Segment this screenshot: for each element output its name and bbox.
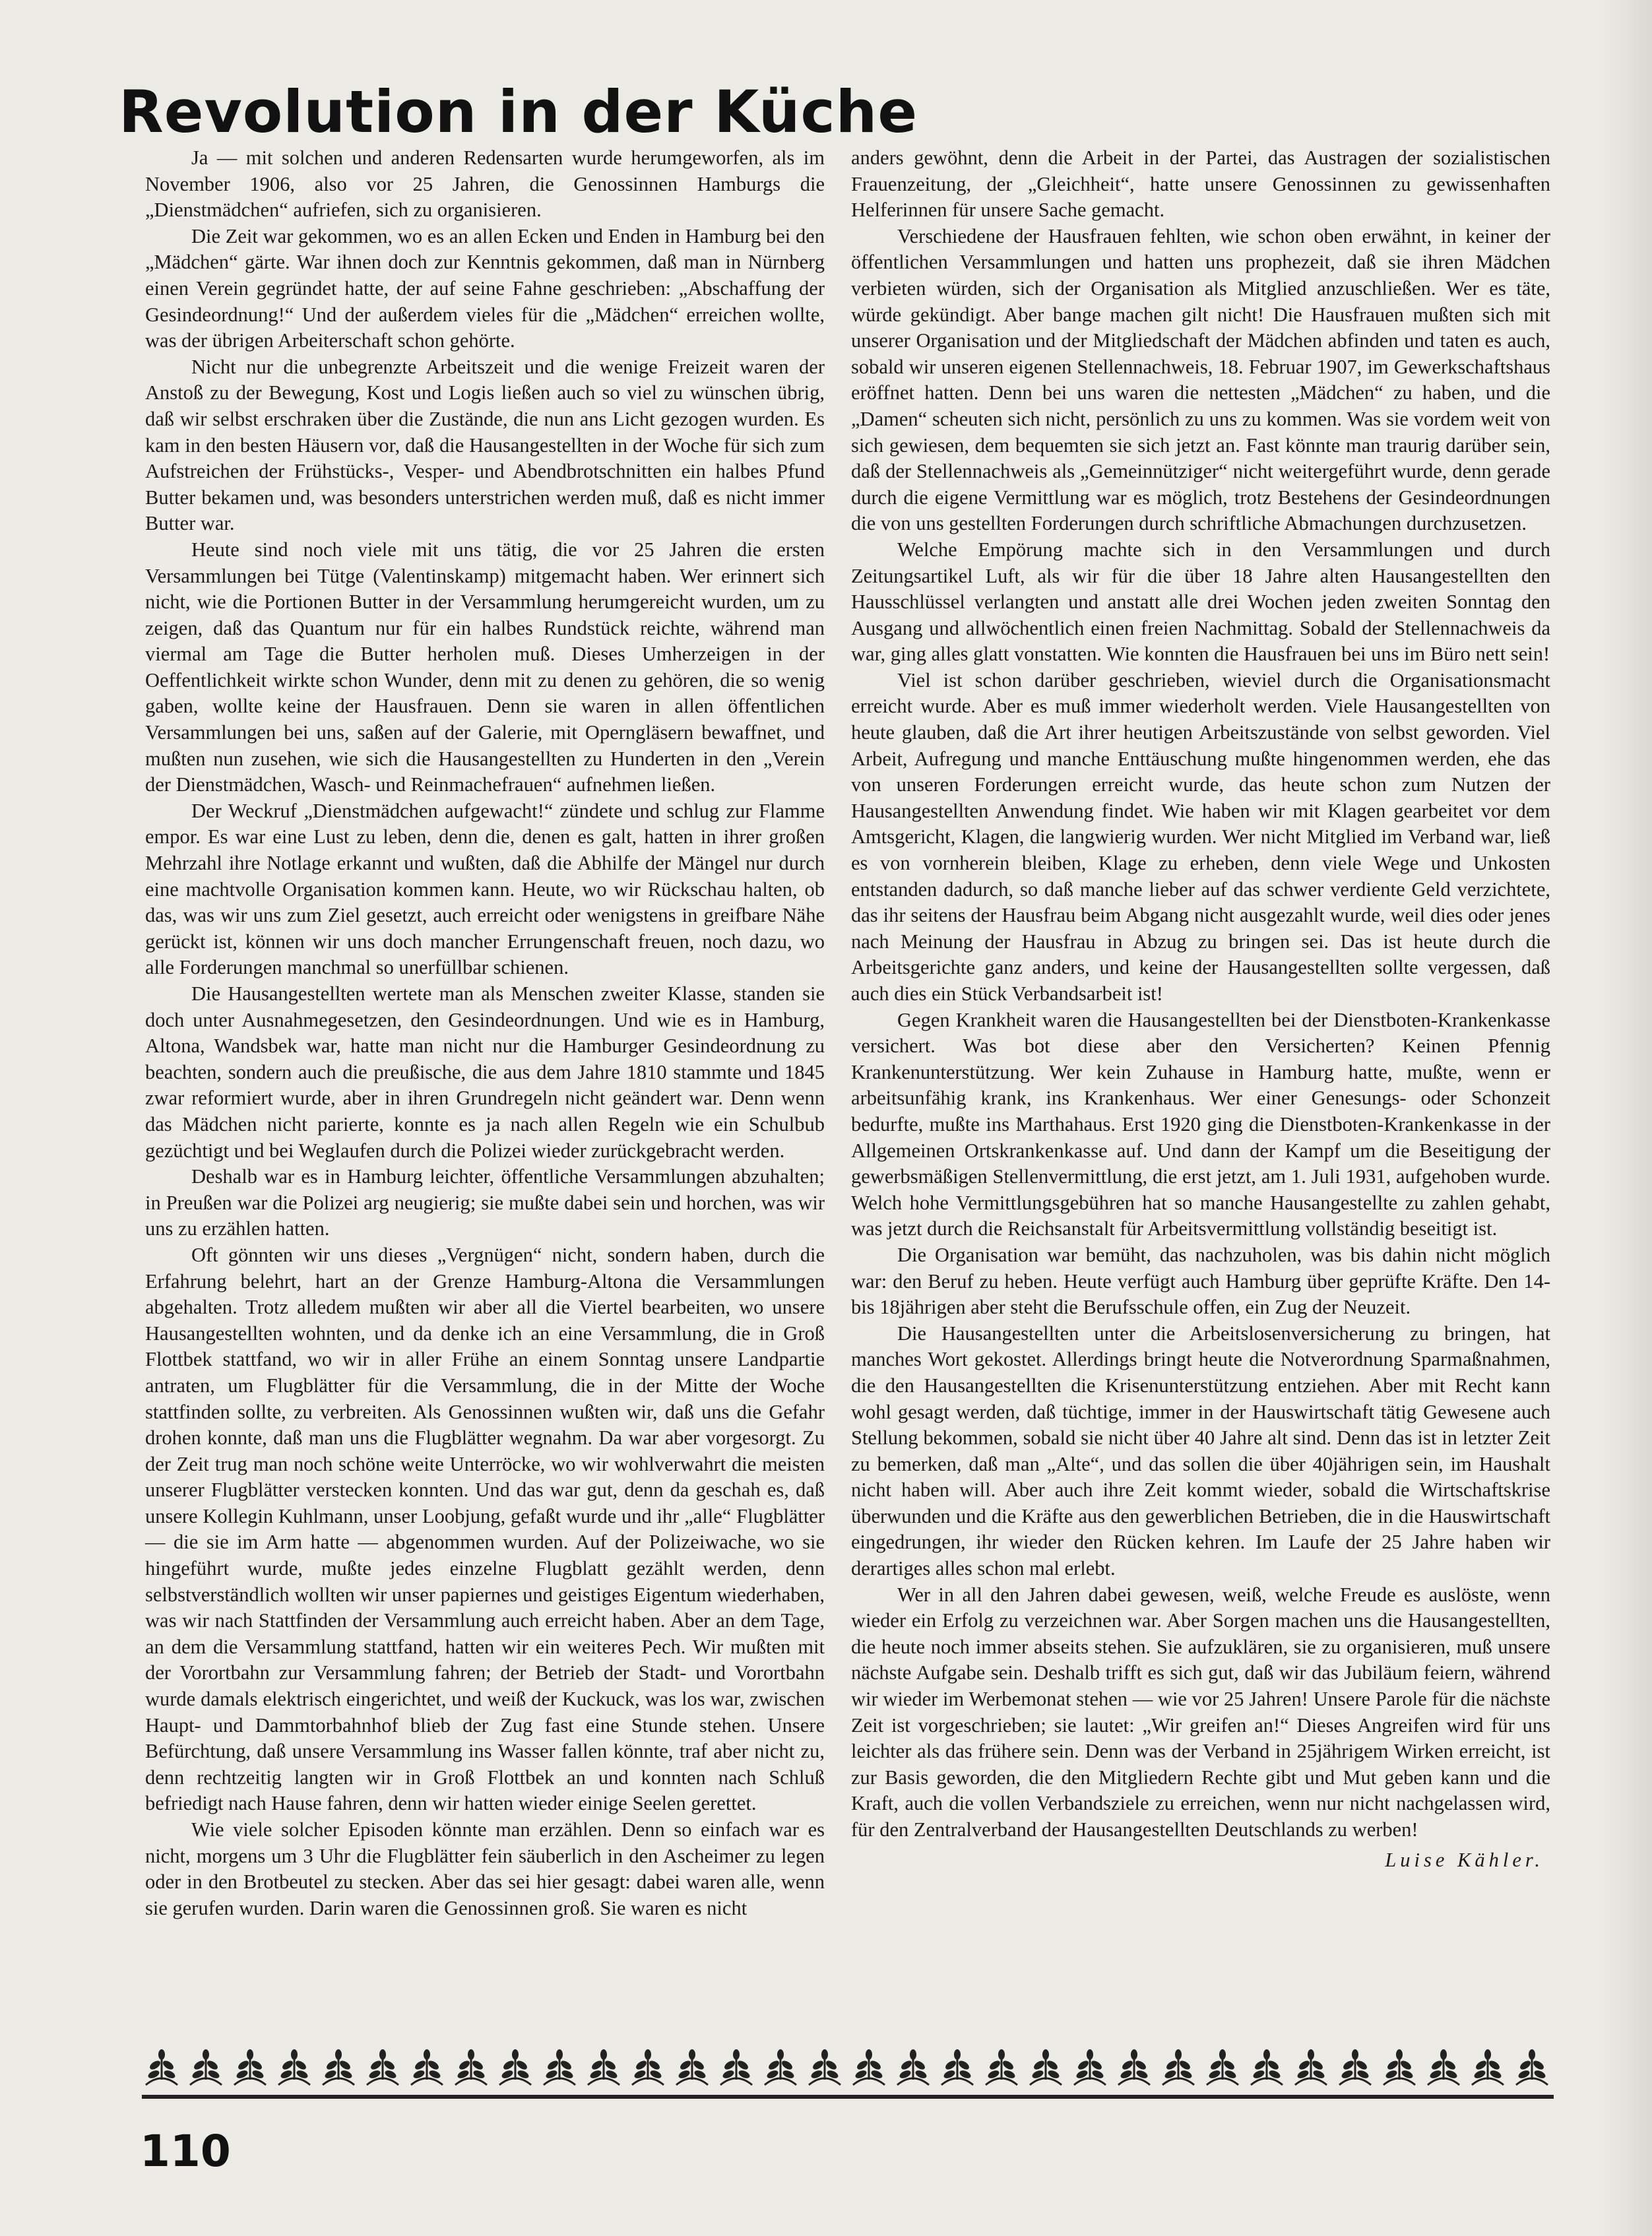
sprig-ornament	[1251, 2049, 1283, 2085]
sprig-ornament	[499, 2049, 531, 2085]
sprig-ornament	[853, 2049, 885, 2085]
sprig-ornament	[1472, 2049, 1504, 2085]
decorative-border	[142, 2045, 1554, 2092]
sprig-ornament	[411, 2049, 443, 2085]
sprig-ornament	[190, 2049, 222, 2085]
paragraph: Die Organisation war bemüht, das nachzuholen, was bis dahin nicht möglich war: den Beruf zu heben. Heute verfügt auch Hamburg über geprüfte Kräfte. Den 14- bis 18jährigen aber steht die Berufsschule offen, ein Zug der Neuzeit.	[851, 1243, 1550, 1319]
sprig-ornament	[720, 2049, 752, 2085]
paragraph: Nicht nur die unbegrenzte Arbeitszeit und die wenige Freizeit waren der Anstoß zu der Bewegung, Kost und Logis ließen auch so viel zu wünschen übrig, daß wir selbst erschraken über die Zustände, die nun ans Licht gezogen wurden. Es kam in den besten Häusern vor, daß die Hausangestellten in der Woche für sich zum Aufstreichen der Frühstücks-, Vesper- und Abendbrotschnitten ein halbes Pfund Butter bekamen und, was besonders unterstrichen werden muß, daß es nicht immer Butter war.	[145, 355, 825, 535]
sprig-ornament	[1118, 2049, 1150, 2085]
paragraph: Welche Empörung machte sich in den Versammlungen und durch Zeitungsartikel Luft, als wir für die über 18 Jahre alten Hausangestellten den Hausschlüssel verlangten und anstatt alle drei Wochen jeden zweiten Sonntag den Ausgang und allwöchentlich einen freien Nachmittag. Sobald der Stellennachweis da war, ging alles glatt vonstatten. Wie konnten die Hausfrauen bei uns im Büro nett sein!	[851, 538, 1550, 666]
sprig-ornament	[632, 2049, 664, 2085]
article-title: Revolution in der Küche	[119, 78, 918, 146]
paragraph: anders gewöhnt, denn die Arbeit in der Partei, das Austragen der sozialistischen Frauenzeitung, der „Gleichheit“, hatte unsere Genossinnen zu gewissenhaften Helferinnen für unsere Sache gemacht.	[851, 146, 1550, 222]
author-signature: Luise Kähler.	[1385, 1848, 1544, 1871]
sprig-ornament	[1207, 2049, 1238, 2085]
sprig-ornament	[146, 2049, 177, 2085]
paragraph: Deshalb war es in Hamburg leichter, öffentliche Versammlungen abzuhalten; in Preußen war die Polizei arg neugierig; sie mußte dabei sein und horchen, was wir uns zu erzählen hatten.	[145, 1165, 825, 1240]
page-number: 110	[140, 2126, 231, 2177]
paragraph: Wie viele solcher Episoden könnte man erzählen. Denn so einfach war es nicht, morgens um 3 Uhr die Flugblätter fein säuberlich in den Ascheimer zu legen oder in den Brotbeutel zu stecken. Aber das sei hier gesagt: dabei waren alle, wenn sie gerufen wurden. Darin waren die Genossinnen groß. Sie waren es nicht	[145, 1818, 825, 1919]
paragraph: Oft gönnten wir uns dieses „Vergnügen“ nicht, sondern haben, durch die Erfahrung belehrt, hart an der Grenze Hamburg-Altona die Versammlungen abgehalten. Trotz alledem mußten wir aber all die Viertel bearbeiten, wo unsere Hausangestellten wohnten, und da denke ich an eine Versammlung, die in Groß Flottbek stattfand, wo wir in aller Frühe an einem Sonntag unsere Landpartie antraten, um Flugblätter für die Versammlung, die in der Mitte der Woche stattfinden sollte, zu verbreiten. Als Genossinnen wußten wir, daß uns die Gefahr drohen konnte, daß man uns die Flugblätter wegnahm. Da war aber vorgesorgt. Zu der Zeit trug man noch schöne weite Unterröcke, wo wir wohlverwahrt die meisten unserer Flugblätter verstecken konnten. Und das war gut, denn da geschah es, daß unsere Kollegin Kuhlmann, unser Loobjung, gefaßt wurde und ihr „alle“ Flugblätter — die sie im Arm hatte — abgenommen wurden. Auf der Polizeiwache, wo sie hingeführt wurde, mußte jedes einzelne Flugblatt gezählt werden, denn selbstverständlich wollten wir unser papiernes und geistiges Eigentum wiederhaben, was wir nach Stattfinden der Versammlung auch erreicht haben. Aber an dem Tage, an dem die Versammlung stattfand, hatten wir ein weiteres Pech. Wir mußten mit der Vorortbahn zur Versammlung fahren; der Betrieb der Stadt- und Vorortbahn wurde damals elektrisch eingerichtet, und weiß der Kuckuck, was los war, zwischen Haupt- und Dammtorbahnhof blieb der Zug fast eine Stunde stehen. Unsere Befürchtung, daß unsere Versammlung ins Wasser fallen könnte, traf aber nicht zu, denn rechtzeitig langten wir in Groß Flottbek an und konnten nach Schluß befriedigt nach Hause fahren, denn wir hatten wieder einige Seelen gerettet.	[145, 1243, 825, 1815]
sprig-ornament	[1383, 2049, 1415, 2085]
paragraph: Heute sind noch viele mit uns tätig, die vor 25 Jahren die ersten Versammlungen bei Tütge (Valentinskamp) mitgemacht haben. Wer erinnert sich nicht, wie die Portionen Butter in der Versammlung herumgereicht wurden, um zu zeigen, daß das Quantum nur für ein halbes Rundstück reichte, während man viermal am Tage die Butter herholen muß. Dieses Umherzeigen in der Oeffentlichkeit wirkte schon Wunder, denn mit zu denen zu gehören, die so wenig gaben, wollte keine der Hausfrauen. Denn sie waren in allen öffentlichen Versammlungen bei uns, saßen auf der Galerie, mit Operngläsern bewaffnet, und mußten nun zusehen, wie sich die Hausangestellten zu Hunderten in den „Verein der Dienstmädchen, Wasch- und Reinmachefrauen“ aufnehmen ließen.	[145, 538, 825, 796]
sprig-ornament	[588, 2049, 620, 2085]
sprig-ornament	[323, 2049, 354, 2085]
sprig-ornament	[1295, 2049, 1327, 2085]
sprig-ornament	[941, 2049, 973, 2085]
paragraph: Ja — mit solchen und anderen Redensarten wurde herumgeworfen, als im November 1906, also vor 25 Jahren, die Genossinnen Hamburgs die „Dienstmädchen“ aufriefen, sich zu organisieren.	[145, 146, 825, 222]
sprig-ornament	[278, 2049, 310, 2085]
sprig-ornament	[1428, 2049, 1459, 2085]
paragraph: Verschiedene der Hausfrauen fehlten, wie schon oben erwähnt, in keiner der öffentlichen Versammlungen und hatten uns prophezeit, daß sie ihren Mädchen verbieten würden, sich der Organisation als Mitglied anzuschließen. Wer es täte, würde gekündigt. Aber bange machen gilt nicht! Die Hausfrauen mußten sich mit unserer Organisation und der Mitgliedschaft der Mädchen abfinden und taten es auch, sobald wir unseren eigenen Stellennachweis, 18. Februar 1907, im Gewerkschaftshaus eröffnet hatten. Denn bei uns waren die nettesten „Mädchen“ zu haben, und die „Damen“ scheuten sich nicht, persönlich zu uns zu kommen. Was sie vordem weit von sich gewiesen, dem bequemten sie sich jetzt an. Fast könnte man traurig darüber sein, daß der Stellennachweis als „Gemeinnütziger“ nicht weitergeführt wurde, denn gerade durch die eigene Vermittlung war es möglich, trotz Bestehens der Gesindeordnungen die von uns gestellten Forderungen durch schriftliche Abmachungen durchzusetzen.	[851, 224, 1550, 535]
sprig-ornament	[809, 2049, 841, 2085]
sprig-ornament	[676, 2049, 708, 2085]
sprig-ornament	[897, 2049, 929, 2085]
paragraph: Gegen Krankheit waren die Hausangestellten bei der Dienstboten-Krankenkasse versichert. Was bot diese aber den Versicherten? Keinen Pfennig Krankenunterstützung. Wer kein Zuhause in Hamburg hatte, mußte, wenn er arbeitsunfähig krank, ins Krankenhaus. Wer einer Genesungs- oder Schonzeit bedurfte, mußte ins Marthahaus. Erst 1920 ging die Dienstboten-Krankenkasse in der Allgemeinen Ortskrankenkasse auf. Und dann der Kampf um die Beseitigung der gewerbsmäßigen Stellenvermittlung, die erst jetzt, am 1. Juli 1931, aufgehoben wurde. Welch hohe Vermittlungsgebühren hat so manche Hausangestellte zu zahlen gehabt, was jetzt durch die Reichsanstalt für Arbeitsvermittlung vollständig beseitigt ist.	[851, 1008, 1550, 1240]
paragraph: Wer in all den Jahren dabei gewesen, weiß, welche Freude es auslöste, wenn wieder ein Erfolg zu verzeichnen war. Aber Sorgen machen uns die Hausangestellten, die heute noch immer abseits stehen. Sie aufzuklären, sie zu organisieren, muß unsere nächste Aufgabe sein. Deshalb trifft es sich gut, daß wir das Jubiläum feiern, während wir wieder im Werbemonat stehen — wie vor 25 Jahren! Unsere Parole für die nächste Zeit ist vorgeschrieben; sie lautet: „Wir greifen an!“ Dieses Angreifen wird für uns leichter als das frühere sein. Denn was der Verband in 25jährigem Wirken erreicht, ist zur Basis geworden, die den Mitgliedern Rechte gibt und Mut geben kann und die Kraft, auch die vollen Verbandsziele zu erreichen, wenn nur nicht nachgelassen wird, für den Zentralverband der Hausangestellten Deutschlands zu werben!	[851, 1583, 1550, 1841]
sprig-ornament	[1339, 2049, 1371, 2085]
sprig-ornament	[1074, 2049, 1106, 2085]
sprig-ornament	[234, 2049, 266, 2085]
sprig-ornament	[455, 2049, 487, 2085]
sprig-ornament	[1516, 2049, 1548, 2085]
sprig-ornament	[1030, 2049, 1062, 2085]
sprig-ornament	[367, 2049, 398, 2085]
paragraph: Die Hausangestellten wertete man als Menschen zweiter Klasse, standen sie doch unter Ausnahmegesetzen, den Gesindeordnungen. Und wie es in Hamburg, Altona, Wandsbek war, hatte man nicht nur die Hamburger Gesindeordnung zu beachten, sondern auch die preußische, die aus dem Jahre 1810 stammte und 1845 zwar reformiert wurde, aber in ihren Grundregeln nicht geändert war. Denn wenn das Mädchen nicht parierte, konnte es ja nach allen Regeln wie ein Schulbub gezüchtigt und bei Weglaufen durch die Polizei wieder zurückgebracht werden.	[145, 982, 825, 1162]
page-edge-shadow	[1599, 0, 1652, 2236]
divider-rule	[142, 2095, 1554, 2099]
paragraph: Viel ist schon darüber geschrieben, wieviel durch die Organisationsmacht erreicht wurde. Aber es muß immer wiederholt werden. Viele Hausangestellten von heute glauben, daß die Art ihrer heutigen Arbeitszustände von selbst geworden. Viel Arbeit, Aufregung und manche Enttäuschung mußte hingenommen werden, ehe das von unseren Forderungen erreicht wurde, das heute schon zum Nutzen der Hausangestellten Anwendung findet. Wie haben wir mit Klagen gearbeitet vor dem Amtsgericht, Klagen, die langwierig wurden. Wer nicht Mitglied im Verband war, ließ es von vornherein bleiben, Klage zu erheben, denn viele Wege und Unkosten entstanden dadurch, so daß manche lieber auf das schwer verdiente Geld verzichtete, das ihr seitens der Hausfrau beim Abgang nicht ausgezahlt wurde, weil dies oder jenes nach Meinung der Hausfrau in Abzug zu bringen sei. Das ist heute durch die Arbeitsgerichte ganz anders, und keine der Hausangestellten sollte vergessen, daß auch dies ein Stück Verbandsarbeit ist!	[851, 668, 1550, 1005]
sprig-ornament	[1162, 2049, 1194, 2085]
paragraph: Die Hausangestellten unter die Arbeitslosenversicherung zu bringen, hat manches Wort gekostet. Allerdings bringt heute die Notverordnung Sparmaßnahmen, die den Hausangestellten die Krisenunterstützung entziehen. Aber mit Recht kann wohl gesagt werden, daß tüchtige, immer in der Hauswirtschaft tätig Gewesene auch Stellung bekommen, sobald sie nicht über 40 Jahre alt sind. Denn das ist in letzter Zeit zu bemerken, daß man „Alte“, und das sollen die über 40jährigen sein, im Haushalt nicht haben will. Aber auch ihre Zeit kommt wieder, sobald die Wirtschaftskrise überwunden und die Kräfte aus den gewerblichen Betrieben, die in die Hauswirtschaft eingedrungen, ihr wieder den Rücken kehren. Im Laufe der 25 Jahre haben wir derartiges alles schon mal erlebt.	[851, 1322, 1550, 1580]
right-column	[851, 145, 1550, 1873]
paragraph: Der Weckruf „Dienstmädchen aufgewacht!“ zündete und schlug zur Flamme empor. Es war eine Lust zu leben, denn die, denen es galt, hatten in ihrer großen Mehrzahl ihre Notlage erkannt und wußten, daß die Abhilfe der Mängel nur durch eine machtvolle Organisation kommen kann. Heute, wo wir Rückschau halten, ob das, was wir uns zum Ziel gesetzt, auch erreicht oder wenigstens in greifbare Nähe gerückt ist, können wir uns doch mancher Errungenschaft freuen, noch dazu, wo alle Forderungen manchmal so unerfüllbar schienen.	[145, 799, 825, 979]
sprig-ornament	[544, 2049, 575, 2085]
left-column	[145, 145, 825, 1921]
paragraph: Die Zeit war gekommen, wo es an allen Ecken und Enden in Hamburg bei den „Mädchen“ gärte. War ihnen doch zur Kenntnis gekommen, daß man in Nürnberg einen Verein gegründet hatte, der auf seine Fahne geschrieben: „Abschaffung der Gesindeordnung!“ Und der außerdem vieles für die „Mädchen“ erreichen wollte, was der übrigen Arbeiterschaft schon gehörte.	[145, 224, 825, 352]
sprig-ornament	[986, 2049, 1017, 2085]
sprig-ornament	[765, 2049, 796, 2085]
